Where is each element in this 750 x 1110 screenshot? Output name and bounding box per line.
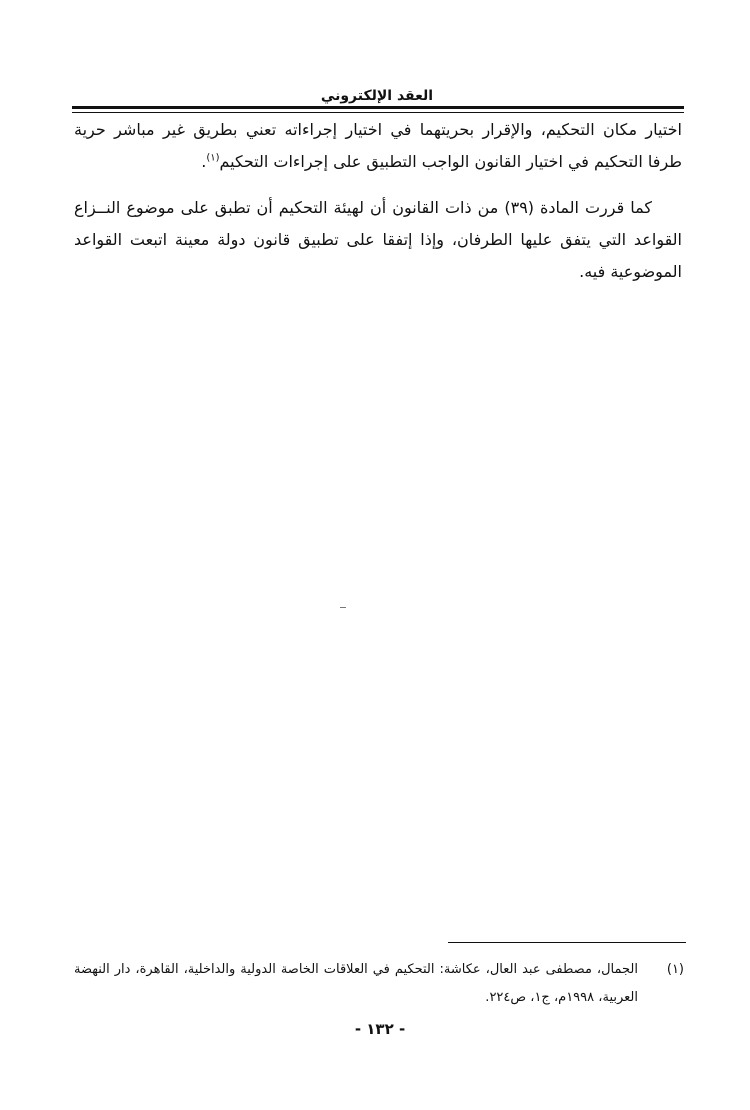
footnote-text: الجمال، مصطفى عبد العال، عكاشة: التحكيم في العلاقات الخاصة الدولية والداخلية، القاهرة، دار النهضة العربية، ١٩٩٨م، ج١، ص٢٢٤. — [74, 962, 638, 1005]
header-rule-thick — [72, 106, 684, 109]
paragraph-2: كما قررت المادة (٣٩) من ذات القانون أن لهيئة التحكيم أن تطبق على موضوع النــزاع القواعد التي يتفق عليها الطرفان، وإذا إتفقا على تطبيق قانون دولة معينة اتبعت القواعد الموضوعية فيه. — [74, 198, 682, 281]
stray-mark — [340, 607, 346, 608]
footnote-1 — [74, 956, 684, 1012]
paragraph-1-text: اختيار مكان التحكيم، والإقرار بحريتهما في اختيار إجراءاته تعني بطريق غير مباشر حرية طرفا التحكيم في اختيار القانون الواجب التطبيق على إجراءات التحكيم — [74, 120, 682, 171]
footnote-separator — [448, 942, 686, 943]
footnote-number: (١) — [666, 962, 684, 977]
header-rule-thin — [72, 112, 684, 113]
paragraph-1-end: . — [201, 152, 207, 171]
footnote-reference[interactable]: (١) — [206, 152, 220, 164]
page-number: - ١٣٢ - — [354, 1020, 406, 1038]
paragraph-1 — [74, 114, 682, 178]
body-text — [74, 114, 682, 288]
running-header-title: العقد الإلكتروني — [320, 88, 434, 104]
